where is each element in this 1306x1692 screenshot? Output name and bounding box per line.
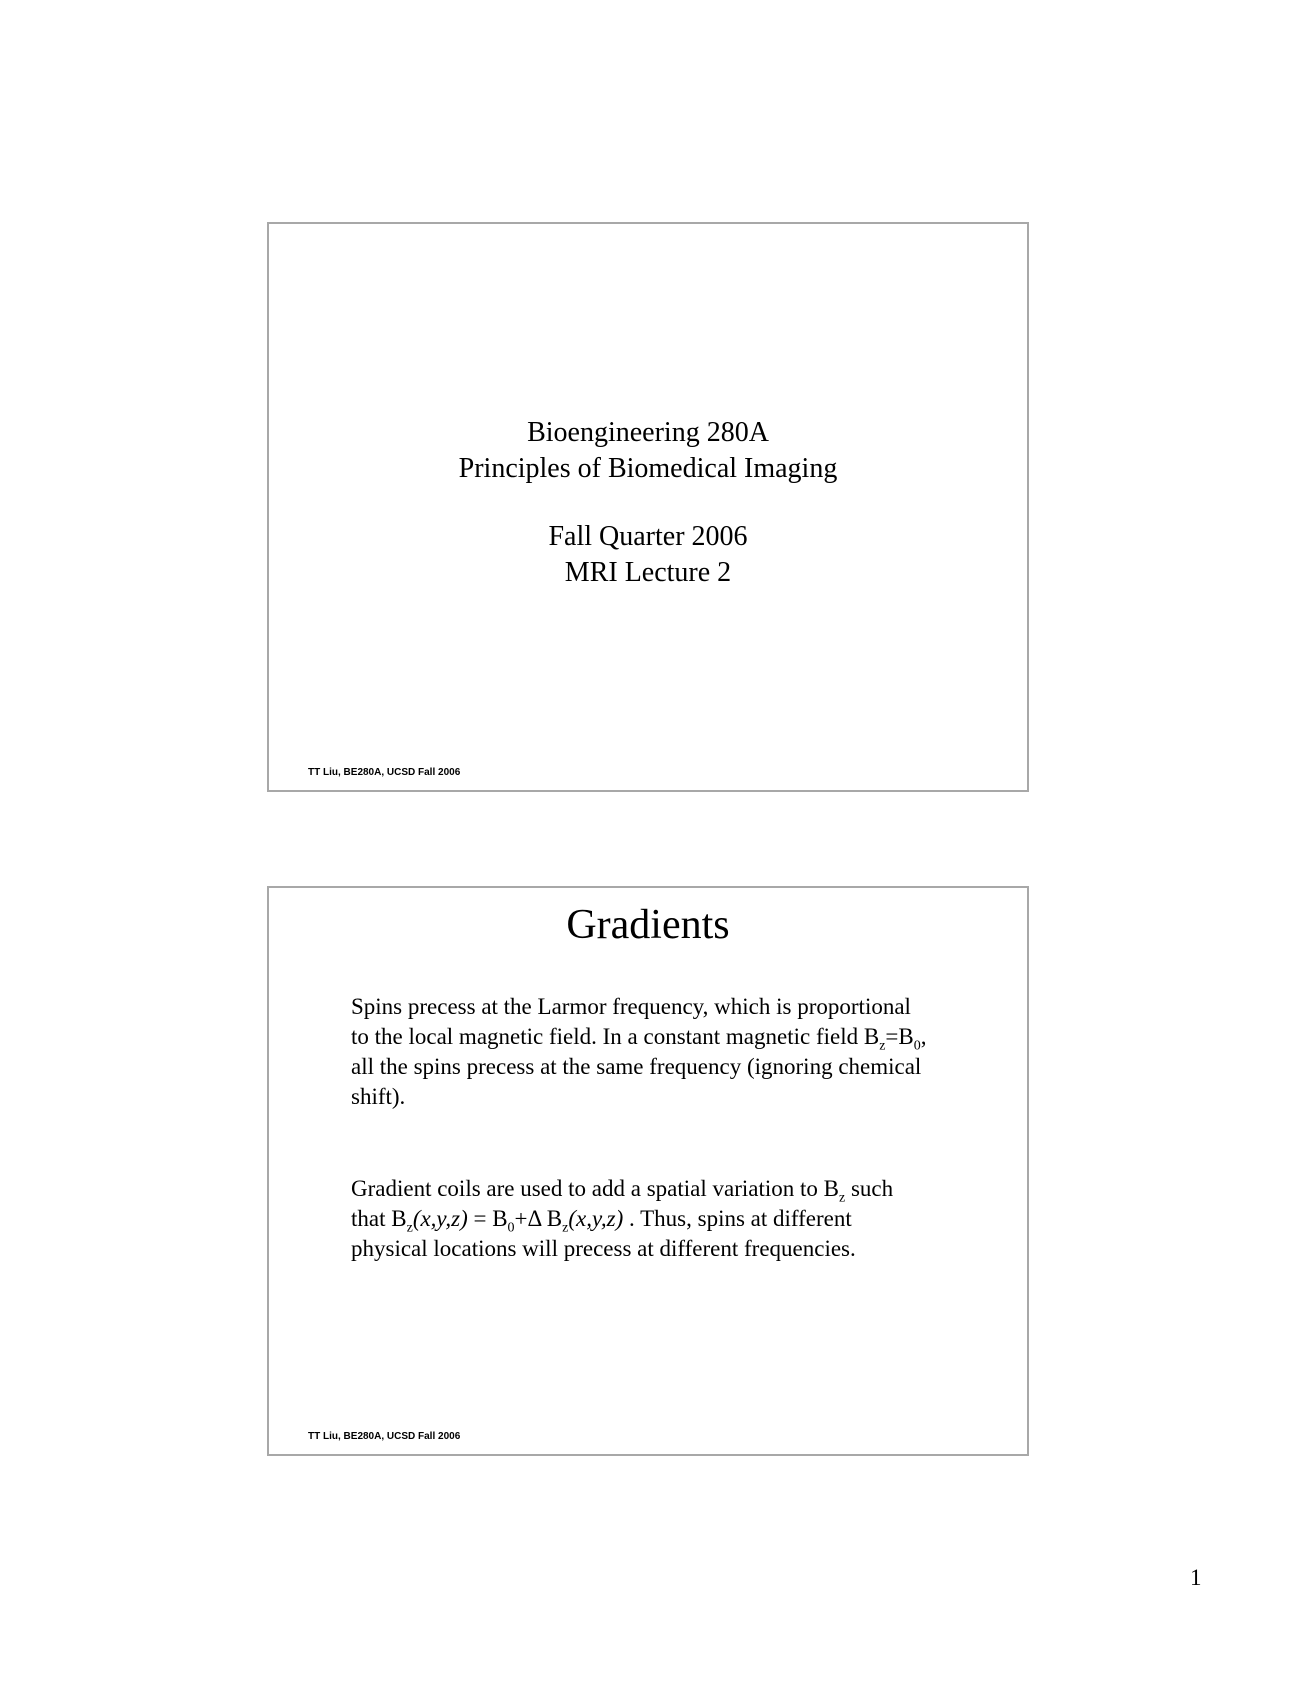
- quarter: Fall Quarter 2006: [548, 521, 748, 552]
- slide-gradients: [267, 886, 1029, 1456]
- paragraph-gradient-coils: Gradient coils are used to add a spatial variation to $B_z$ such that $B_z(x,y,z) = B_0+\Delta$ $B_z(x,y,z)$ . Thus, spins at different physical locations will precess at different frequencies.: [351, 1176, 894, 1261]
- paragraph-larmor: Spins precess at the Larmor frequency, which is proportional to the local magnetic field. In a constant magnetic field $B_z=B_0$, all the spins precess at the same frequency (ignoring chemical shift).: [351, 994, 927, 1109]
- lecture-info: [269, 519, 1027, 591]
- slide-heading: Gradients: [566, 902, 730, 948]
- lecture-name: MRI Lecture 2: [564, 557, 732, 588]
- slide-title: [267, 222, 1029, 792]
- course-subtitle: Principles of Biomedical Imaging: [458, 453, 838, 484]
- slide-footer: TT Liu, BE280A, UCSD Fall 2006: [308, 767, 461, 778]
- page-number: 1: [1190, 1565, 1202, 1590]
- slide-footer: TT Liu, BE280A, UCSD Fall 2006: [308, 1431, 461, 1442]
- course-name: Bioengineering 280A: [527, 417, 769, 448]
- course-title: [269, 415, 1027, 487]
